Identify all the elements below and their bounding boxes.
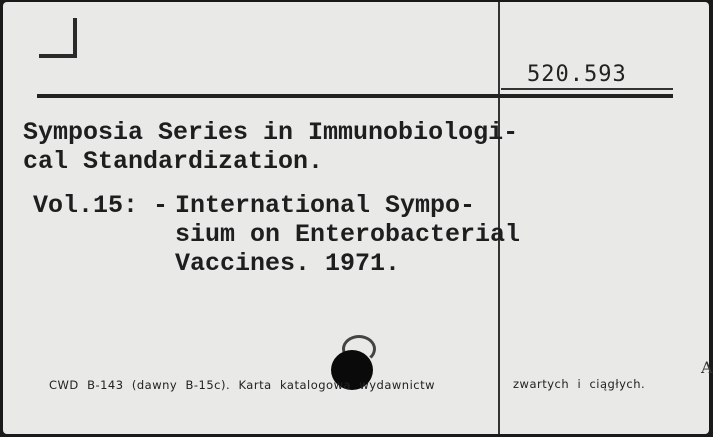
volume-line-2: sium on Enterobacterial <box>175 220 521 249</box>
vertical-rule <box>498 2 500 434</box>
corner-mark-vertical <box>73 18 77 58</box>
title-line-1: Symposia Series in Immunobiologi- <box>23 118 519 147</box>
volume-line-3: Vaccines. 1971. <box>175 249 401 278</box>
title-line-2: cal Standardization. <box>23 147 324 176</box>
edge-mark: A <box>701 358 713 377</box>
volume-line-1: International Sympo- <box>175 191 476 220</box>
call-number: 520.593 <box>527 62 627 87</box>
call-number-underline <box>501 88 673 90</box>
card-footer-left: CWD B-143 (dawny B-15c). Karta katalogowa wydawnictw <box>49 378 436 392</box>
catalog-card <box>3 2 713 434</box>
volume-label: Vol.15: - <box>33 191 169 220</box>
card-footer-right: zwartych i ciągłych. <box>513 377 646 391</box>
horizontal-rule <box>37 94 673 98</box>
corner-mark-horizontal <box>39 54 77 58</box>
